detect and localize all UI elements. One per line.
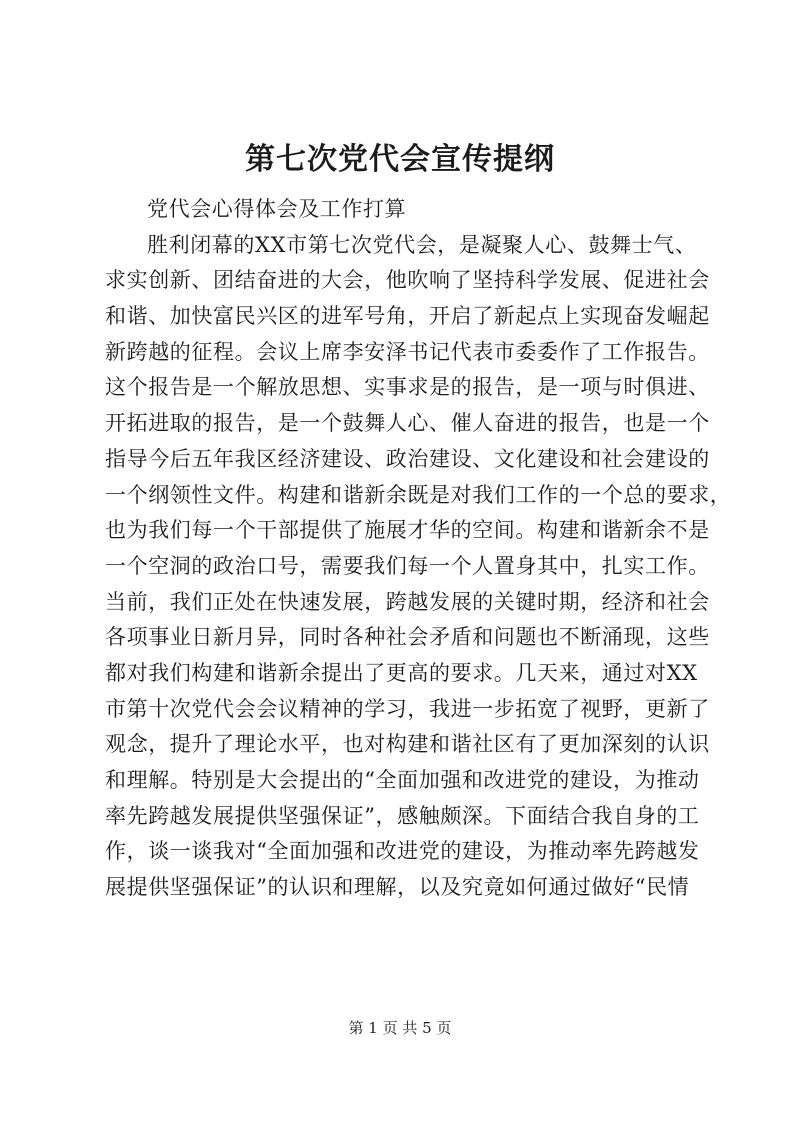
text-line: 开拓进取的报告，是一个鼓舞人心、催人奋进的报告，也是一个 (105, 411, 710, 436)
text-line: 指导今后五年我区经济建设、政治建设、文化建设和社会建设的 (105, 446, 710, 471)
text-line: 观念，提升了理论水平，也对构建和谐社区有了更加深刻的认识 (105, 732, 710, 757)
text-line: 各项事业日新月异，同时各种社会矛盾和问题也不断涌现，这些 (105, 625, 710, 650)
text-line: 这个报告是一个解放思想、实事求是的报告，是一项与时俱进、 (105, 375, 710, 400)
text-line: 一个空洞的政治口号，需要我们每一个人置身其中，扎实工作。 (105, 553, 710, 578)
text-line: 一个纲领性文件。构建和谐新余既是对我们工作的一个总的要求， (105, 482, 732, 507)
text-line: 新跨越的征程。会议上席李安泽书记代表市委委作了工作报告。 (105, 339, 710, 364)
text-line: 和谐、加快富民兴区的进军号角，开启了新起点上实现奋发崛起 (105, 304, 710, 329)
text-line: 胜利闭幕的XX市第七次党代会，是凝聚人心、鼓舞士气、 (147, 232, 697, 257)
text-line: 和理解。特别是大会提出的“全面加强和改进党的建设，为推动 (105, 768, 700, 792)
subtitle-line: 党代会心得体会及工作打算 (147, 197, 407, 221)
text-line: 市第十次党代会会议精神的学习，我进一步拓宽了视野，更新了 (105, 696, 710, 721)
document-title: 第七次党代会宣传提纲 (245, 142, 555, 177)
text-line: 作，谈一谈我对“全面加强和改进党的建设，为推动率先跨越发 (105, 839, 700, 864)
document-body (105, 192, 732, 906)
text-line: 求实创新、团结奋进的大会，他吹响了坚持科学发展、促进社会 (105, 268, 710, 293)
page-number: 第 1 页 共 5 页 (348, 1019, 452, 1037)
text-line: 当前，我们正处在快速发展，跨越发展的关键时期，经济和社会 (105, 589, 710, 614)
text-line: 也为我们每一个干部提供了施展才华的空间。构建和谐新余不是 (105, 518, 710, 543)
text-line: 率先跨越发展提供坚强保证”，感触颇深。下面结合我自身的工 (105, 803, 700, 828)
text-line: 展提供坚强保证”的认识和理解，以及究竟如何通过做好“民情 (105, 875, 690, 900)
text-line: 都对我们构建和谐新余提出了更高的要求。几天来，通过对XX (105, 660, 698, 685)
